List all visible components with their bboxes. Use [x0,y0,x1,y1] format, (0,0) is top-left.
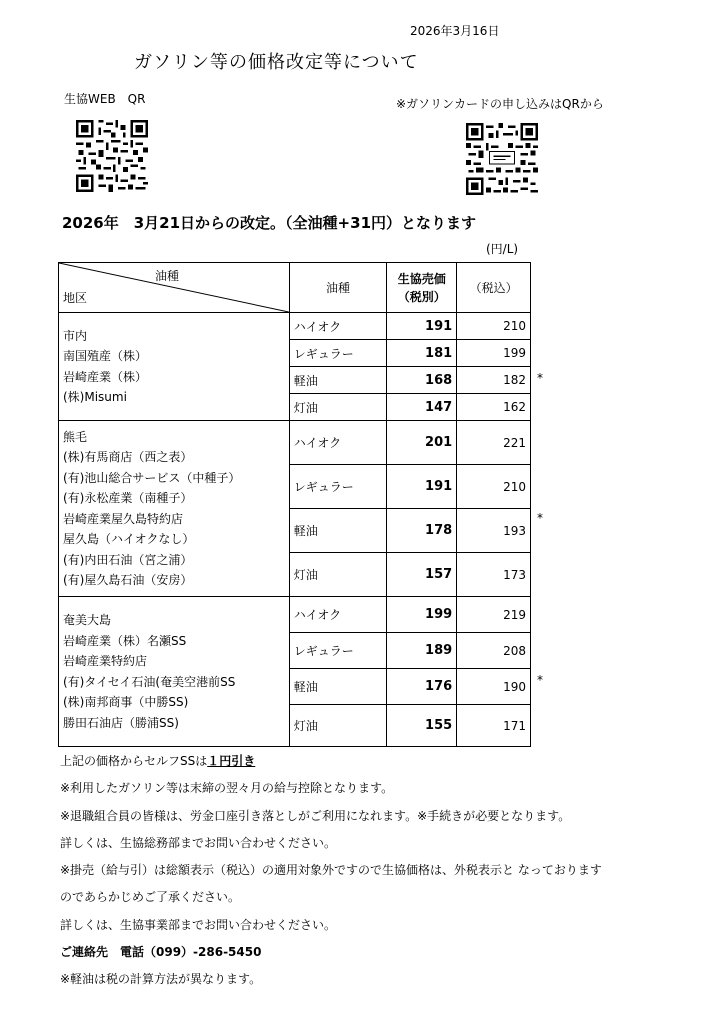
area-line: (有)内田石油（宮之浦） [63,552,193,567]
fuel-type-cell: ハイオク [289,597,387,633]
note-contact-general-affairs: 詳しくは、生協総務部までお問い合わせください。 [60,835,337,850]
web-qr-label: 生協WEB QR [64,92,146,106]
diesel-asterisk: * [537,673,543,687]
net-price-cell: 199 [387,597,457,633]
net-price-cell: 178 [387,509,457,553]
fuel-type-cell: 灯油 [289,394,387,421]
tax-included-price: 219 [503,607,526,622]
note-contact-business-dept: 詳しくは、生協事業部までお問い合わせください。 [60,917,337,932]
area-line: (株)南邦商事（中勝SS) [63,695,189,709]
note-payroll-deduction: ※利用したガソリン等は末締の翌々月の給与控除となります。 [60,781,394,796]
price-table-body [59,313,543,747]
diagonal-header-cell [59,263,290,313]
note-credit-sales-line2: のであらかじめご了承ください。 [60,890,241,905]
diesel-asterisk: * [537,511,543,525]
tax-included-price: 210 [503,319,526,333]
area-line: 奄美大島 [63,613,112,627]
fuel-type-cell: 灯油 [289,553,387,597]
net-price-cell: 168 [387,367,457,394]
notes-section [60,748,602,994]
gasoline-card-qr-code-icon[interactable] [462,123,542,195]
contact-phone: ご連絡先 電話（099）-286-5450 [60,945,262,960]
net-price-cell: 157 [387,553,457,597]
table-row [59,313,531,340]
net-price-cell: 191 [387,313,457,340]
tax-included-price: 162 [503,400,526,414]
header-net-price [387,263,457,313]
page-title: ガソリン等の価格改定等について [134,52,419,73]
note-retired-members: ※退職組合員の皆様は、労金口座引き落としがご利用になれます。※手続きが必要となります。 [60,808,571,823]
area-line: (有)池山総合サービス（中種子） [63,470,241,485]
note-credit-sales-line1: ※掛売（給与引）は総額表示（税込）の適用対象外ですので生協価格は、外税表示と なっております [60,863,602,878]
tax-included-price-cell [457,669,543,705]
tax-included-price: 171 [503,718,526,733]
tax-included-price: 208 [503,643,526,658]
area-line: (株)Misumi [63,390,127,404]
net-price-cell: 189 [387,633,457,669]
area-line: (有)屋久島石油（安房） [63,573,193,587]
tax-included-price-cell [457,509,543,553]
tax-included-price: 221 [503,435,526,450]
gasoline-card-note: ※ガソリンカードの申し込みはQRから [396,97,604,111]
price-table [58,262,543,747]
header-tax-included: （税込） [457,263,531,313]
tax-included-price: 210 [503,479,526,494]
tax-included-price-cell [457,553,531,597]
self-ss-discount: １円引き [207,754,256,768]
table-row [59,421,531,465]
diesel-asterisk: * [537,371,543,385]
table-header-row [59,263,531,313]
net-price-cell: 176 [387,669,457,705]
area-line: 屋久島（ハイオクなし） [63,532,195,546]
area-line: 岩崎産業屋久島特約店 [63,511,184,526]
tax-included-price: 173 [503,567,526,582]
area-line: 熊毛 [63,429,88,444]
area-line: 岩崎産業（株） [63,369,148,384]
tax-included-price-cell [457,421,531,465]
tax-included-price-cell [457,367,543,394]
tax-included-price-cell [457,394,531,421]
note-diesel-tax: ※軽油は税の計算方法が異なります。 [60,972,262,987]
fuel-type-cell: レギュラー [289,633,387,669]
area-line: (有)永松産業（南種子） [63,491,193,505]
area-line: 市内 [63,328,88,343]
tax-included-price: 190 [503,679,526,694]
area-line: (有)タイセイ石油(奄美空港前SS [63,674,236,689]
self-ss-note-text: 上記の価格からセルフSSは [60,754,208,768]
fuel-type-cell: 灯油 [289,705,387,747]
net-price-cell: 147 [387,394,457,421]
self-ss-note [60,748,602,775]
tax-included-price-cell [457,313,531,340]
fuel-type-cell: 軽油 [289,509,387,553]
tax-included-price-cell [457,633,531,669]
area-line: 岩崎産業特約店 [63,654,148,668]
header-fuel-type: 油種 [289,263,387,313]
header-net-price-line1: 生協売価 [397,271,446,286]
tax-included-price: 182 [503,373,526,387]
area-line: 岩崎産業（株）名瀬SS [63,633,187,648]
tax-included-price-cell [457,340,531,367]
net-price-cell: 155 [387,705,457,747]
net-price-cell: 191 [387,465,457,509]
fuel-type-cell: ハイオク [289,313,387,340]
header-area: 地区 [63,291,88,305]
net-price-cell: 201 [387,421,457,465]
header-net-price-line2: （税別） [397,289,446,304]
net-price-cell: 181 [387,340,457,367]
area-line: (株)有馬商店（西之表） [63,450,193,464]
table-row [59,597,531,633]
tax-included-price-cell [457,705,531,747]
tax-included-price: 193 [503,523,526,538]
price-unit-label: (円/L) [486,242,519,256]
fuel-type-cell: 軽油 [289,367,387,394]
tax-included-price: 199 [503,346,526,360]
area-cell [59,597,290,747]
area-line: 南国殖産（株） [63,349,148,363]
area-cell [59,313,290,421]
fuel-type-cell: レギュラー [289,340,387,367]
fuel-type-cell: 軽油 [289,669,387,705]
fuel-type-cell: ハイオク [289,421,387,465]
tax-included-price-cell [457,597,531,633]
header-fuel-type-diag: 油種 [155,269,180,283]
area-line: 勝田石油店（勝浦SS) [63,715,179,730]
fuel-type-cell: レギュラー [289,465,387,509]
web-qr-code-icon[interactable] [72,120,152,192]
price-revision-headline: 2026年 3月21日からの改定。（全油種+31円）となります [62,214,477,232]
document-date: 2026年3月16日 [410,24,500,38]
area-cell [59,421,290,597]
tax-included-price-cell [457,465,531,509]
